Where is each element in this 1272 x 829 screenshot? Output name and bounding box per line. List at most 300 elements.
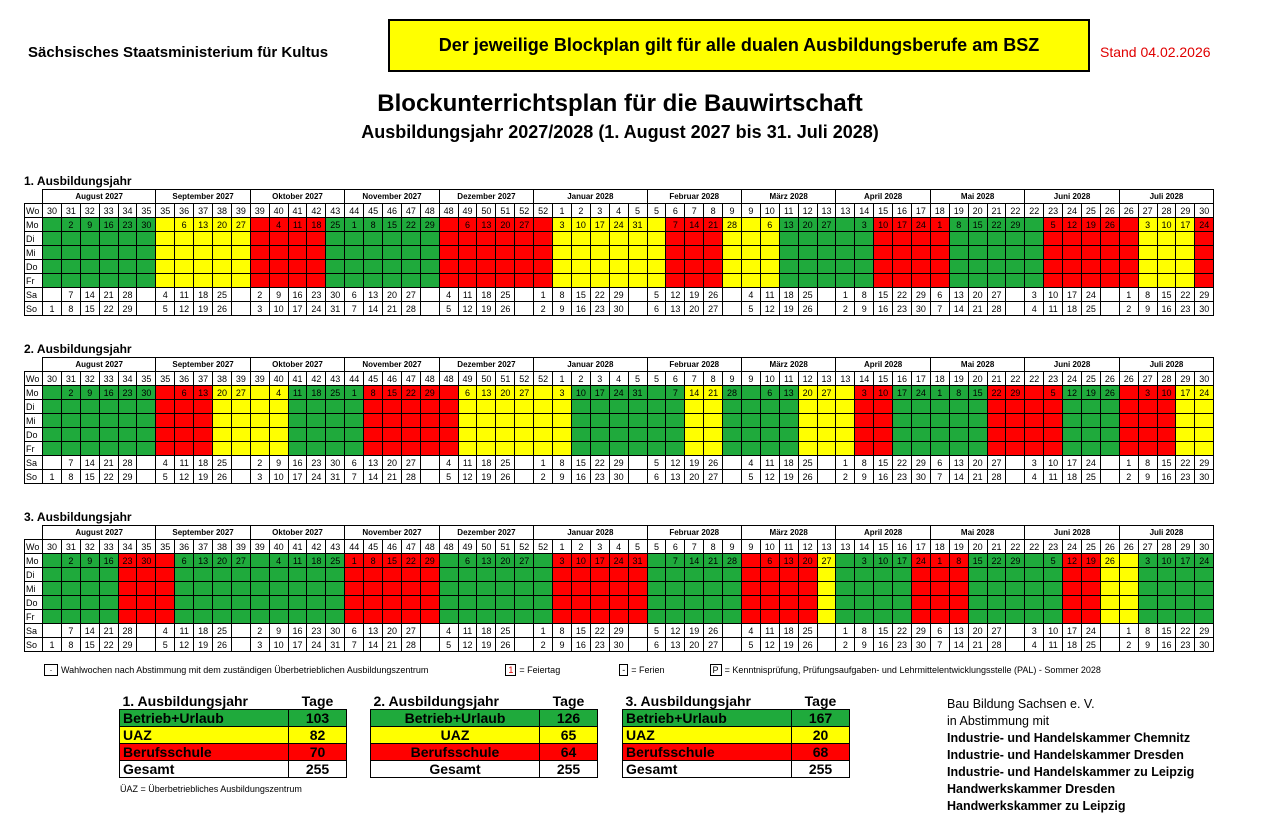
summary-label: Gesamt	[120, 761, 289, 778]
weekend-date: 1	[534, 456, 553, 470]
week-number: 24	[1063, 204, 1082, 218]
day-cell	[1025, 232, 1044, 246]
weekend-date: 19	[194, 470, 213, 484]
month-header: Oktober 2027	[250, 358, 344, 372]
week-number: 26	[1100, 372, 1119, 386]
day-cell	[401, 442, 420, 456]
day-cell	[930, 442, 949, 456]
day-cell	[666, 582, 685, 596]
day-cell	[288, 400, 307, 414]
week-number: 18	[930, 204, 949, 218]
day-cell	[590, 274, 609, 288]
day-cell: 10	[1157, 386, 1176, 400]
day-cell	[288, 274, 307, 288]
day-cell	[194, 414, 213, 428]
day-cell	[345, 596, 364, 610]
week-number: 2	[571, 540, 590, 554]
day-cell	[874, 610, 893, 624]
weekend-date: 28	[118, 288, 137, 302]
day-cell	[590, 568, 609, 582]
day-cell	[1063, 260, 1082, 274]
day-cell	[61, 246, 80, 260]
day-cell	[553, 568, 572, 582]
weekend-date: 22	[99, 302, 118, 316]
day-cell	[571, 246, 590, 260]
day-cell	[364, 246, 383, 260]
day-cell	[175, 596, 194, 610]
day-cell: 1	[345, 218, 364, 232]
day-cell	[1100, 568, 1119, 582]
day-cell	[949, 442, 968, 456]
day-cell	[458, 610, 477, 624]
day-cell	[175, 582, 194, 596]
weekend-date	[137, 638, 156, 652]
week-number: 5	[647, 540, 666, 554]
weekend-date: 15	[874, 288, 893, 302]
week-number: 29	[1176, 540, 1195, 554]
day-cell	[156, 218, 175, 232]
weekend-date	[1100, 302, 1119, 316]
day-cell	[534, 596, 553, 610]
day-cell	[194, 428, 213, 442]
weekend-date: 13	[364, 624, 383, 638]
day-cell	[874, 400, 893, 414]
day-cell	[779, 442, 798, 456]
weekend-date	[628, 288, 647, 302]
day-cell: 13	[477, 218, 496, 232]
day-cell	[43, 582, 62, 596]
week-number: 3	[590, 204, 609, 218]
day-cell	[553, 442, 572, 456]
weekend-date: 25	[213, 456, 232, 470]
weekend-date	[137, 288, 156, 302]
day-cell	[666, 442, 685, 456]
weekend-date: 22	[893, 288, 912, 302]
summary-value: 68	[792, 744, 850, 761]
day-cell	[137, 610, 156, 624]
weekend-date: 1	[836, 288, 855, 302]
day-cell	[477, 568, 496, 582]
weekend-date	[43, 456, 62, 470]
day-cell: 3	[1138, 218, 1157, 232]
day-cell: 7	[666, 386, 685, 400]
weekend-date	[723, 624, 742, 638]
weekend-date: 24	[307, 638, 326, 652]
week-number: 37	[194, 204, 213, 218]
day-cell: 17	[893, 218, 912, 232]
day-cell	[383, 274, 402, 288]
weekend-date: 14	[80, 288, 99, 302]
day-cell	[231, 232, 250, 246]
day-cell	[741, 596, 760, 610]
day-cell	[99, 246, 118, 260]
day-cell	[420, 414, 439, 428]
day-cell: 31	[628, 218, 647, 232]
week-number: 28	[1157, 372, 1176, 386]
year-label: 3. Ausbildungsjahr	[24, 510, 132, 524]
day-cell	[760, 568, 779, 582]
day-cell	[1063, 596, 1082, 610]
day-cell: 4	[269, 386, 288, 400]
weekend-date	[231, 456, 250, 470]
day-cell	[647, 568, 666, 582]
weekend-date: 10	[269, 638, 288, 652]
weekend-date: 5	[156, 470, 175, 484]
day-cell: 8	[364, 386, 383, 400]
week-number: 33	[99, 372, 118, 386]
day-cell	[80, 428, 99, 442]
day-cell	[1119, 554, 1138, 568]
day-cell	[61, 428, 80, 442]
day-cell	[534, 400, 553, 414]
week-number: 36	[175, 372, 194, 386]
month-header: April 2028	[836, 358, 930, 372]
day-cell	[1176, 582, 1195, 596]
day-cell	[420, 442, 439, 456]
day-cell	[156, 400, 175, 414]
week-number: 4	[609, 204, 628, 218]
day-cell	[685, 596, 704, 610]
day-cell	[175, 610, 194, 624]
day-cell	[571, 568, 590, 582]
day-cell	[439, 260, 458, 274]
week-number: 14	[855, 372, 874, 386]
day-cell	[496, 414, 515, 428]
weekend-date: 20	[685, 302, 704, 316]
weekend-date: 14	[949, 638, 968, 652]
weekend-date: 22	[99, 638, 118, 652]
day-cell	[741, 400, 760, 414]
day-cell	[515, 568, 534, 582]
day-cell	[156, 568, 175, 582]
day-cell	[118, 400, 137, 414]
weekend-date: 11	[458, 288, 477, 302]
weekend-date	[231, 470, 250, 484]
day-cell	[1063, 232, 1082, 246]
day-cell	[817, 596, 836, 610]
week-number: 35	[137, 204, 156, 218]
day-cell	[383, 442, 402, 456]
day-cell	[364, 596, 383, 610]
week-number: 21	[987, 204, 1006, 218]
day-cell: 22	[401, 218, 420, 232]
weekend-date: 25	[213, 624, 232, 638]
week-number: 20	[968, 204, 987, 218]
day-cell	[269, 232, 288, 246]
day-cell	[1100, 414, 1119, 428]
week-number: 38	[213, 204, 232, 218]
day-cell	[1157, 260, 1176, 274]
day-cell	[231, 582, 250, 596]
day-cell	[99, 400, 118, 414]
weekend-date: 2	[836, 302, 855, 316]
weekend-date: 4	[439, 456, 458, 470]
day-cell	[401, 400, 420, 414]
legend-feiertag: = Feiertag	[519, 665, 561, 675]
weekend-date	[137, 456, 156, 470]
day-cell	[496, 274, 515, 288]
day-cell	[1176, 260, 1195, 274]
weekend-date: 26	[213, 302, 232, 316]
day-cell	[194, 232, 213, 246]
day-cell	[496, 428, 515, 442]
day-cell: 26	[1100, 218, 1119, 232]
day-cell	[43, 232, 62, 246]
day-label: Do	[25, 260, 43, 274]
weekend-date: 7	[61, 456, 80, 470]
day-cell	[383, 232, 402, 246]
day-cell	[1025, 246, 1044, 260]
day-cell	[817, 414, 836, 428]
week-number: 35	[156, 204, 175, 218]
day-cell	[250, 246, 269, 260]
day-cell	[307, 414, 326, 428]
day-cell	[1025, 554, 1044, 568]
week-number: 13	[817, 204, 836, 218]
day-cell: 6	[760, 386, 779, 400]
day-cell: 25	[326, 386, 345, 400]
weekend-date	[817, 456, 836, 470]
day-cell	[836, 610, 855, 624]
week-number: 49	[458, 540, 477, 554]
day-cell	[326, 246, 345, 260]
day-cell	[647, 274, 666, 288]
weekend-date: 30	[911, 302, 930, 316]
day-cell	[326, 414, 345, 428]
day-cell	[571, 442, 590, 456]
weekend-date: 4	[439, 624, 458, 638]
day-cell	[439, 218, 458, 232]
day-cell	[43, 218, 62, 232]
week-number: 48	[439, 372, 458, 386]
summary-table	[119, 693, 347, 778]
day-cell	[609, 428, 628, 442]
day-cell	[80, 414, 99, 428]
day-cell	[949, 610, 968, 624]
month-header: August 2027	[43, 526, 156, 540]
day-cell	[817, 442, 836, 456]
day-cell	[194, 246, 213, 260]
week-number: 19	[949, 204, 968, 218]
weekend-date	[723, 638, 742, 652]
day-cell	[987, 260, 1006, 274]
day-cell: 25	[326, 218, 345, 232]
week-number: 49	[458, 372, 477, 386]
weekend-date: 22	[893, 456, 912, 470]
day-cell	[874, 428, 893, 442]
day-cell	[741, 386, 760, 400]
day-cell	[99, 596, 118, 610]
day-cell	[855, 246, 874, 260]
day-cell: 3	[855, 386, 874, 400]
day-cell	[1119, 218, 1138, 232]
day-cell	[326, 232, 345, 246]
week-number: 3	[590, 372, 609, 386]
day-cell	[1138, 260, 1157, 274]
month-header: Februar 2028	[647, 526, 741, 540]
weekend-date	[231, 624, 250, 638]
day-cell	[534, 246, 553, 260]
day-cell	[175, 274, 194, 288]
day-cell	[1138, 596, 1157, 610]
day-cell	[911, 582, 930, 596]
day-cell: 31	[628, 386, 647, 400]
day-cell: 13	[477, 386, 496, 400]
week-number: 3	[590, 540, 609, 554]
weekend-date: 26	[496, 638, 515, 652]
weekend-date: 30	[326, 624, 345, 638]
weekend-date: 5	[741, 638, 760, 652]
day-cell	[930, 582, 949, 596]
weekend-date	[231, 638, 250, 652]
day-cell	[930, 414, 949, 428]
day-cell	[80, 246, 99, 260]
weekend-date: 14	[949, 302, 968, 316]
week-number: 16	[893, 372, 912, 386]
weekend-date: 11	[175, 456, 194, 470]
week-number: 51	[496, 372, 515, 386]
weekend-date: 19	[685, 624, 704, 638]
day-cell	[666, 232, 685, 246]
weekend-date: 26	[798, 302, 817, 316]
day-label: Do	[25, 596, 43, 610]
weekend-date	[231, 288, 250, 302]
day-cell	[364, 428, 383, 442]
day-cell	[647, 414, 666, 428]
weekend-date	[1100, 470, 1119, 484]
day-cell	[647, 232, 666, 246]
week-number: 23	[1044, 372, 1063, 386]
day-cell	[231, 596, 250, 610]
summary-title: 2. Ausbildungsjahr	[373, 693, 499, 709]
day-cell	[723, 428, 742, 442]
weekend-date: 22	[590, 624, 609, 638]
summary-label: UAZ	[120, 727, 289, 744]
day-cell	[798, 260, 817, 274]
day-cell	[326, 596, 345, 610]
day-cell: 2	[61, 554, 80, 568]
day-cell	[723, 400, 742, 414]
weekend-date: 16	[874, 470, 893, 484]
day-cell: 2	[61, 218, 80, 232]
day-cell	[231, 246, 250, 260]
week-number: 39	[231, 540, 250, 554]
day-cell	[893, 610, 912, 624]
week-number: 30	[43, 204, 62, 218]
day-cell	[1176, 274, 1195, 288]
day-cell	[534, 582, 553, 596]
month-header: September 2027	[156, 190, 250, 204]
day-cell	[99, 568, 118, 582]
day-cell	[628, 400, 647, 414]
weekend-date: 15	[874, 456, 893, 470]
day-cell	[213, 428, 232, 442]
day-cell	[855, 400, 874, 414]
day-cell	[175, 428, 194, 442]
day-cell	[269, 274, 288, 288]
day-cell	[269, 442, 288, 456]
day-cell	[477, 414, 496, 428]
day-cell	[477, 274, 496, 288]
day-cell: 11	[288, 554, 307, 568]
day-cell	[1025, 428, 1044, 442]
weekend-date: 12	[666, 624, 685, 638]
day-cell	[383, 414, 402, 428]
day-cell	[741, 582, 760, 596]
day-label: Mo	[25, 386, 43, 400]
day-cell	[987, 414, 1006, 428]
day-cell	[723, 260, 742, 274]
day-cell	[553, 260, 572, 274]
day-cell	[874, 274, 893, 288]
month-header: Juli 2028	[1119, 358, 1213, 372]
week-number: 5	[628, 204, 647, 218]
month-header: September 2027	[156, 358, 250, 372]
weekend-date: 29	[911, 456, 930, 470]
day-cell	[987, 232, 1006, 246]
summary-value: 103	[289, 710, 347, 727]
day-cell	[1006, 400, 1025, 414]
weekend-date	[817, 288, 836, 302]
week-number: 34	[118, 540, 137, 554]
day-cell	[571, 610, 590, 624]
week-number: 19	[949, 372, 968, 386]
weekend-date: 15	[1157, 456, 1176, 470]
weekend-date: 7	[930, 470, 949, 484]
day-cell	[987, 400, 1006, 414]
day-cell	[685, 582, 704, 596]
day-label: Fr	[25, 274, 43, 288]
month-header: August 2027	[43, 358, 156, 372]
week-number: 22	[1006, 204, 1025, 218]
weekend-date: 25	[1081, 302, 1100, 316]
day-cell	[515, 414, 534, 428]
month-header: Juni 2028	[1025, 358, 1119, 372]
day-cell	[1025, 260, 1044, 274]
day-cell	[458, 568, 477, 582]
day-cell: 15	[383, 386, 402, 400]
week-number: 8	[704, 540, 723, 554]
day-cell	[383, 428, 402, 442]
week-number: 29	[1176, 204, 1195, 218]
weekend-date: 14	[364, 470, 383, 484]
day-cell	[439, 246, 458, 260]
day-cell	[685, 400, 704, 414]
day-cell	[987, 246, 1006, 260]
month-header: März 2028	[741, 526, 835, 540]
day-cell	[1195, 610, 1214, 624]
day-cell	[609, 274, 628, 288]
week-number: 24	[1063, 372, 1082, 386]
week-number: 13	[836, 372, 855, 386]
weekend-date: 6	[930, 456, 949, 470]
weekend-date: 30	[911, 638, 930, 652]
day-cell	[874, 568, 893, 582]
weekend-date: 27	[987, 288, 1006, 302]
day-cell: 10	[571, 386, 590, 400]
day-cell	[534, 414, 553, 428]
day-cell	[213, 582, 232, 596]
day-cell: 7	[666, 554, 685, 568]
day-cell	[1063, 414, 1082, 428]
day-cell	[1195, 400, 1214, 414]
weekend-date: 29	[911, 624, 930, 638]
weekend-date: 13	[364, 288, 383, 302]
weekend-date: 28	[401, 470, 420, 484]
weekend-date: 19	[194, 302, 213, 316]
weekend-date: 27	[704, 638, 723, 652]
day-cell	[893, 246, 912, 260]
